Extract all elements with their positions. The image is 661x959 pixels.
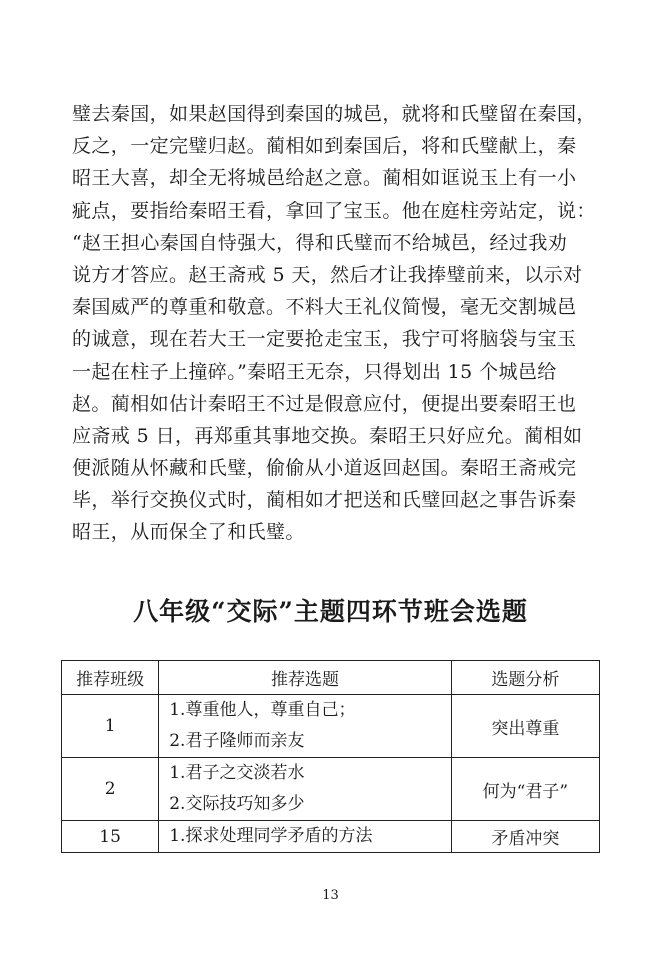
- row-topic-cell: [159, 821, 451, 853]
- paragraph-line: “赵王担心秦国自恃强大，得和氏璧而不给城邑，经过我劝: [72, 231, 568, 254]
- row-topic-cell: [159, 695, 451, 758]
- topic-item: 1.君子之交淡若水: [169, 763, 305, 783]
- paragraph-line: 秦国威严的尊重和敬意。不料大王礼仪简慢，毫无交割城邑: [72, 296, 577, 319]
- table-row: [62, 821, 600, 853]
- paragraph-line: 赵。蔺相如估计秦昭王不过是假意应付，便提出要秦昭王也: [72, 392, 577, 415]
- row-analysis-cell: 矛盾冲突: [451, 821, 599, 853]
- topic-item: 1.尊重他人，尊重自己；: [169, 700, 356, 720]
- page-number: 13: [322, 888, 339, 903]
- topic-item: 2.君子隆师而亲友: [169, 731, 305, 751]
- topic-table: [61, 660, 600, 853]
- row-class-cell: 1: [62, 695, 159, 758]
- paragraph-line: 疵点，要指给秦昭王看，拿回了宝玉。他在庭柱旁站定，说：: [72, 199, 596, 222]
- table-header-row: [62, 661, 600, 695]
- row-analysis-cell: 突出尊重: [451, 695, 599, 758]
- row-class-cell: 15: [62, 821, 159, 853]
- row-class-cell: 2: [62, 758, 159, 821]
- section-heading: 八年级“交际”主题四环节班会选题: [133, 597, 528, 626]
- paragraph-line: 反之，一定完璧归赵。蔺相如到秦国后，将和氏璧献上，秦: [72, 135, 577, 158]
- paragraph-line: 的诚意，现在若大王一定要抢走宝玉，我宁可将脑袋与宝玉: [72, 328, 577, 351]
- table-row: [62, 758, 600, 821]
- topic-item: 1.探求处理同学矛盾的方法: [169, 826, 373, 846]
- paragraph-line: 应斋戒 5 日，再郑重其事地交换。秦昭王只好应允。蔺相如: [72, 424, 583, 447]
- header-analysis: 选题分析: [451, 661, 599, 695]
- row-analysis-cell: 何为“君子”: [451, 758, 599, 821]
- paragraph-line: 说方才答应。赵王斋戒 5 天，然后才让我捧璧前来，以示对: [72, 263, 583, 286]
- paragraph-line: 毕，举行交换仪式时，蔺相如才把送和氏璧回赵之事告诉秦: [72, 489, 577, 512]
- header-class: 推荐班级: [62, 661, 159, 695]
- paragraph-line: 一起在柱子上撞碎。”秦昭王无奈，只得划出 15 个城邑给: [72, 360, 557, 383]
- story-paragraph: [72, 98, 596, 549]
- row-topic-cell: [159, 758, 451, 821]
- topic-item: 2.交际技巧知多少: [169, 794, 305, 814]
- paragraph-line: 昭王大喜，却全无将城邑给赵之意。蔺相如诓说玉上有一小: [72, 167, 577, 190]
- paragraph-line: 便派随从怀藏和氏璧，偷偷从小道返回赵国。秦昭王斋戒完: [72, 457, 577, 480]
- table-row: [62, 695, 600, 758]
- paragraph-line: 昭王，从而保全了和氏璧。: [72, 521, 305, 544]
- paragraph-line: 璧去秦国，如果赵国得到秦国的城邑，就将和氏璧留在秦国，: [72, 103, 596, 125]
- header-topic: 推荐选题: [159, 661, 451, 695]
